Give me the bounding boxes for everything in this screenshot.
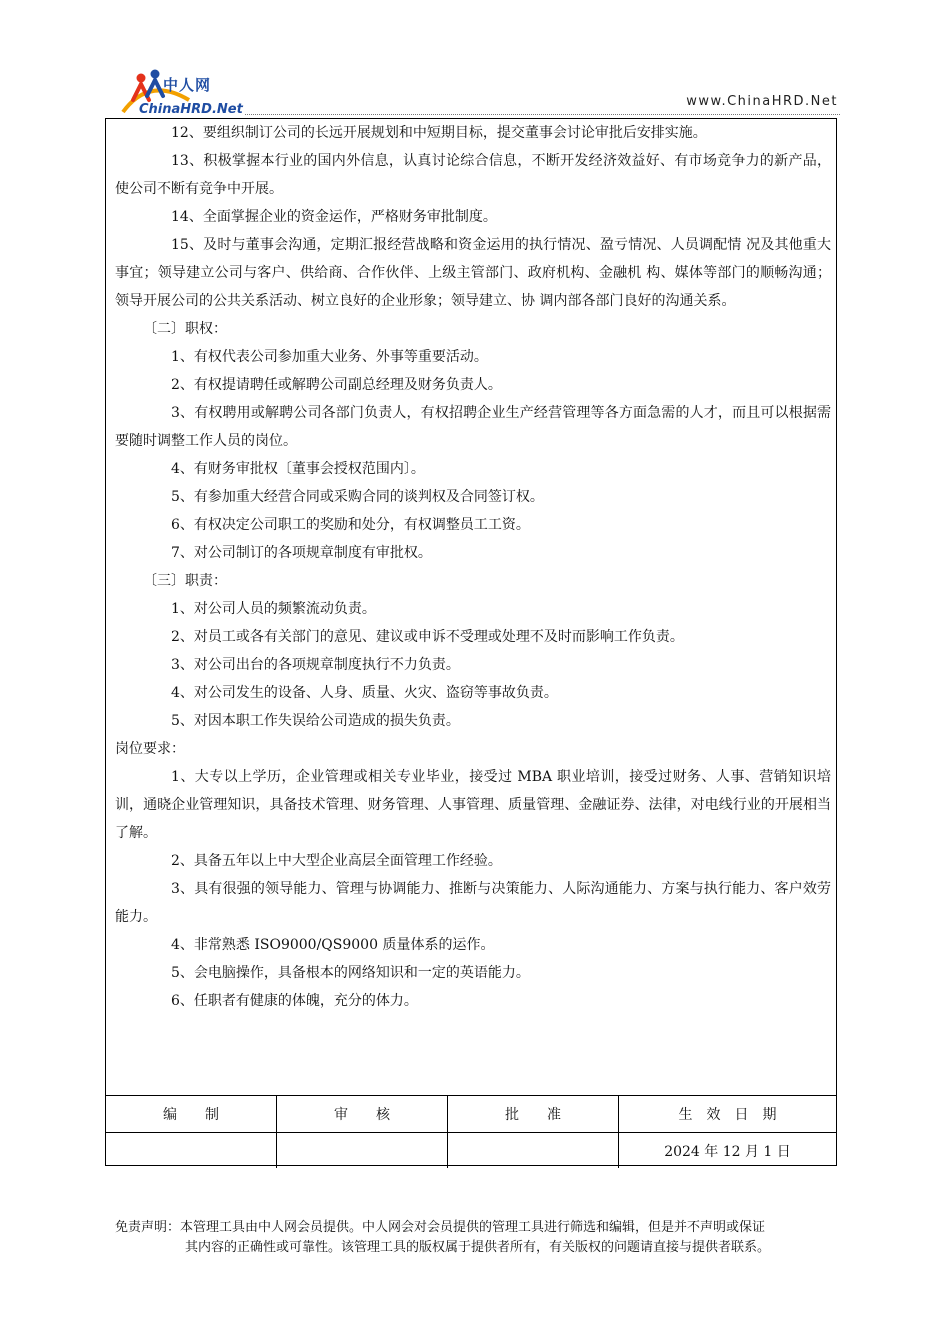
authority-item-4: 4、有财务审批权〔董事会授权范围内〕。 (171, 461, 425, 477)
header-approved-by: 批 准 (448, 1096, 619, 1133)
requirement-item-1: 1、大专以上学历，企业管理或相关专业毕业，接受过 MBA 职业培训，接受过财务、人事、营销知识培训，通晓企业管理知识，具备技术管理、财务管理、人事管理、质量管理、金融证券、法律，对电线行业的开展相当了解。 (115, 769, 831, 841)
disclaimer (115, 1218, 835, 1258)
requirement-item-2: 2、具备五年以上中大型企业高层全面管理工作经验。 (171, 853, 502, 869)
authority-item-3: 3、有权聘用或解聘公司各部门负责人，有权招聘企业生产经营管理等各方面急需的人才，而且可以根据需要随时调整工作人员的岗位。 (115, 405, 831, 449)
requirement-item-4: 4、非常熟悉 ISO9000/QS9000 质量体系的运作。 (171, 937, 495, 953)
paragraph-13: 13、积极掌握本行业的国内外信息，认真讨论综合信息，不断开发经济效益好、有市场竞争力的新产品，使公司不断有竞争中开展。 (115, 153, 831, 197)
header-divider (245, 114, 840, 115)
requirement-item-5: 5、会电脑操作，具备根本的网络知识和一定的英语能力。 (171, 965, 530, 981)
authority-item-5: 5、有参加重大经营合同或采购合同的谈判权及合同签订权。 (171, 489, 544, 505)
cell-effective-date: 2024 年 12 月 1 日 (619, 1133, 837, 1169)
requirements-heading: 岗位要求： (115, 741, 185, 757)
approval-header-row (106, 1096, 836, 1133)
header-compiled-by: 编 制 (106, 1096, 277, 1133)
duty-item-3: 3、对公司出台的各项规章制度执行不力负责。 (171, 657, 460, 673)
page-header (105, 60, 840, 118)
requirement-item-3: 3、具有很强的领导能力、管理与协调能力、推断与决策能力、人际沟通能力、方案与执行能力、客户效劳能力。 (115, 881, 831, 925)
site-url: www.ChinaHRD.Net (686, 94, 838, 109)
header-effective-date: 生 效 日 期 (619, 1096, 837, 1133)
logo-english-text: ChinaHRD.Net (139, 102, 243, 117)
document-body (115, 119, 831, 1015)
duty-item-5: 5、对因本职工作失误给公司造成的损失负责。 (171, 713, 460, 729)
section-duty-heading: 〔三〕职责： (143, 573, 227, 589)
requirement-item-6: 6、任职者有健康的体魄，充分的体力。 (171, 993, 418, 1009)
cell-approved-by[interactable] (448, 1133, 619, 1169)
duty-item-4: 4、对公司发生的设备、人身、质量、火灾、盗窃等事故负责。 (171, 685, 558, 701)
section-authority-heading: 〔二〕职权： (143, 321, 227, 337)
approval-value-row (106, 1133, 836, 1169)
paragraph-14: 14、全面掌握企业的资金运作，严格财务审批制度。 (171, 209, 497, 225)
approval-table (106, 1095, 836, 1168)
disclaimer-line-2: 其内容的正确性或可靠性。该管理工具的版权属于提供者所有，有关版权的问题请直接与提供者联系。 (185, 1240, 771, 1255)
header-reviewed-by: 审 核 (277, 1096, 448, 1133)
authority-item-1: 1、有权代表公司参加重大业务、外事等重要活动。 (171, 349, 488, 365)
authority-item-2: 2、有权提请聘任或解聘公司副总经理及财务负责人。 (171, 377, 502, 393)
cell-reviewed-by[interactable] (277, 1133, 448, 1169)
authority-item-7: 7、对公司制订的各项规章制度有审批权。 (171, 545, 432, 561)
disclaimer-line-1: 免责声明：本管理工具由中人网会员提供。中人网会对会员提供的管理工具进行筛选和编辑，但是并不声明或保证 (115, 1220, 766, 1235)
document-frame (105, 118, 837, 1166)
duty-item-2: 2、对员工或各有关部门的意见、建议或申诉不受理或处理不及时而影响工作负责。 (171, 629, 684, 645)
authority-item-6: 6、有权决定公司职工的奖励和处分，有权调整员工工资。 (171, 517, 530, 533)
cell-compiled-by[interactable] (106, 1133, 277, 1169)
duty-item-1: 1、对公司人员的频繁流动负责。 (171, 601, 376, 617)
chinahrd-logo (119, 66, 249, 118)
paragraph-15: 15、及时与董事会沟通，定期汇报经营战略和资金运用的执行情况、盈亏情况、人员调配情 况及其他重大事宜；领导建立公司与客户、供给商、合作伙伴、上级主管部门、政府机构、金融机 构、媒体等部门的顺畅沟通；领导开展公司的公共关系活动、树立良好的企业形象；领导建立、协 调内部各部门良好的沟通关系。 (115, 237, 831, 309)
logo-chinese-text: 中人网 (163, 76, 212, 94)
paragraph-12: 12、要组织制订公司的长远开展规划和中短期目标，提交董事会讨论审批后安排实施。 (171, 125, 707, 141)
